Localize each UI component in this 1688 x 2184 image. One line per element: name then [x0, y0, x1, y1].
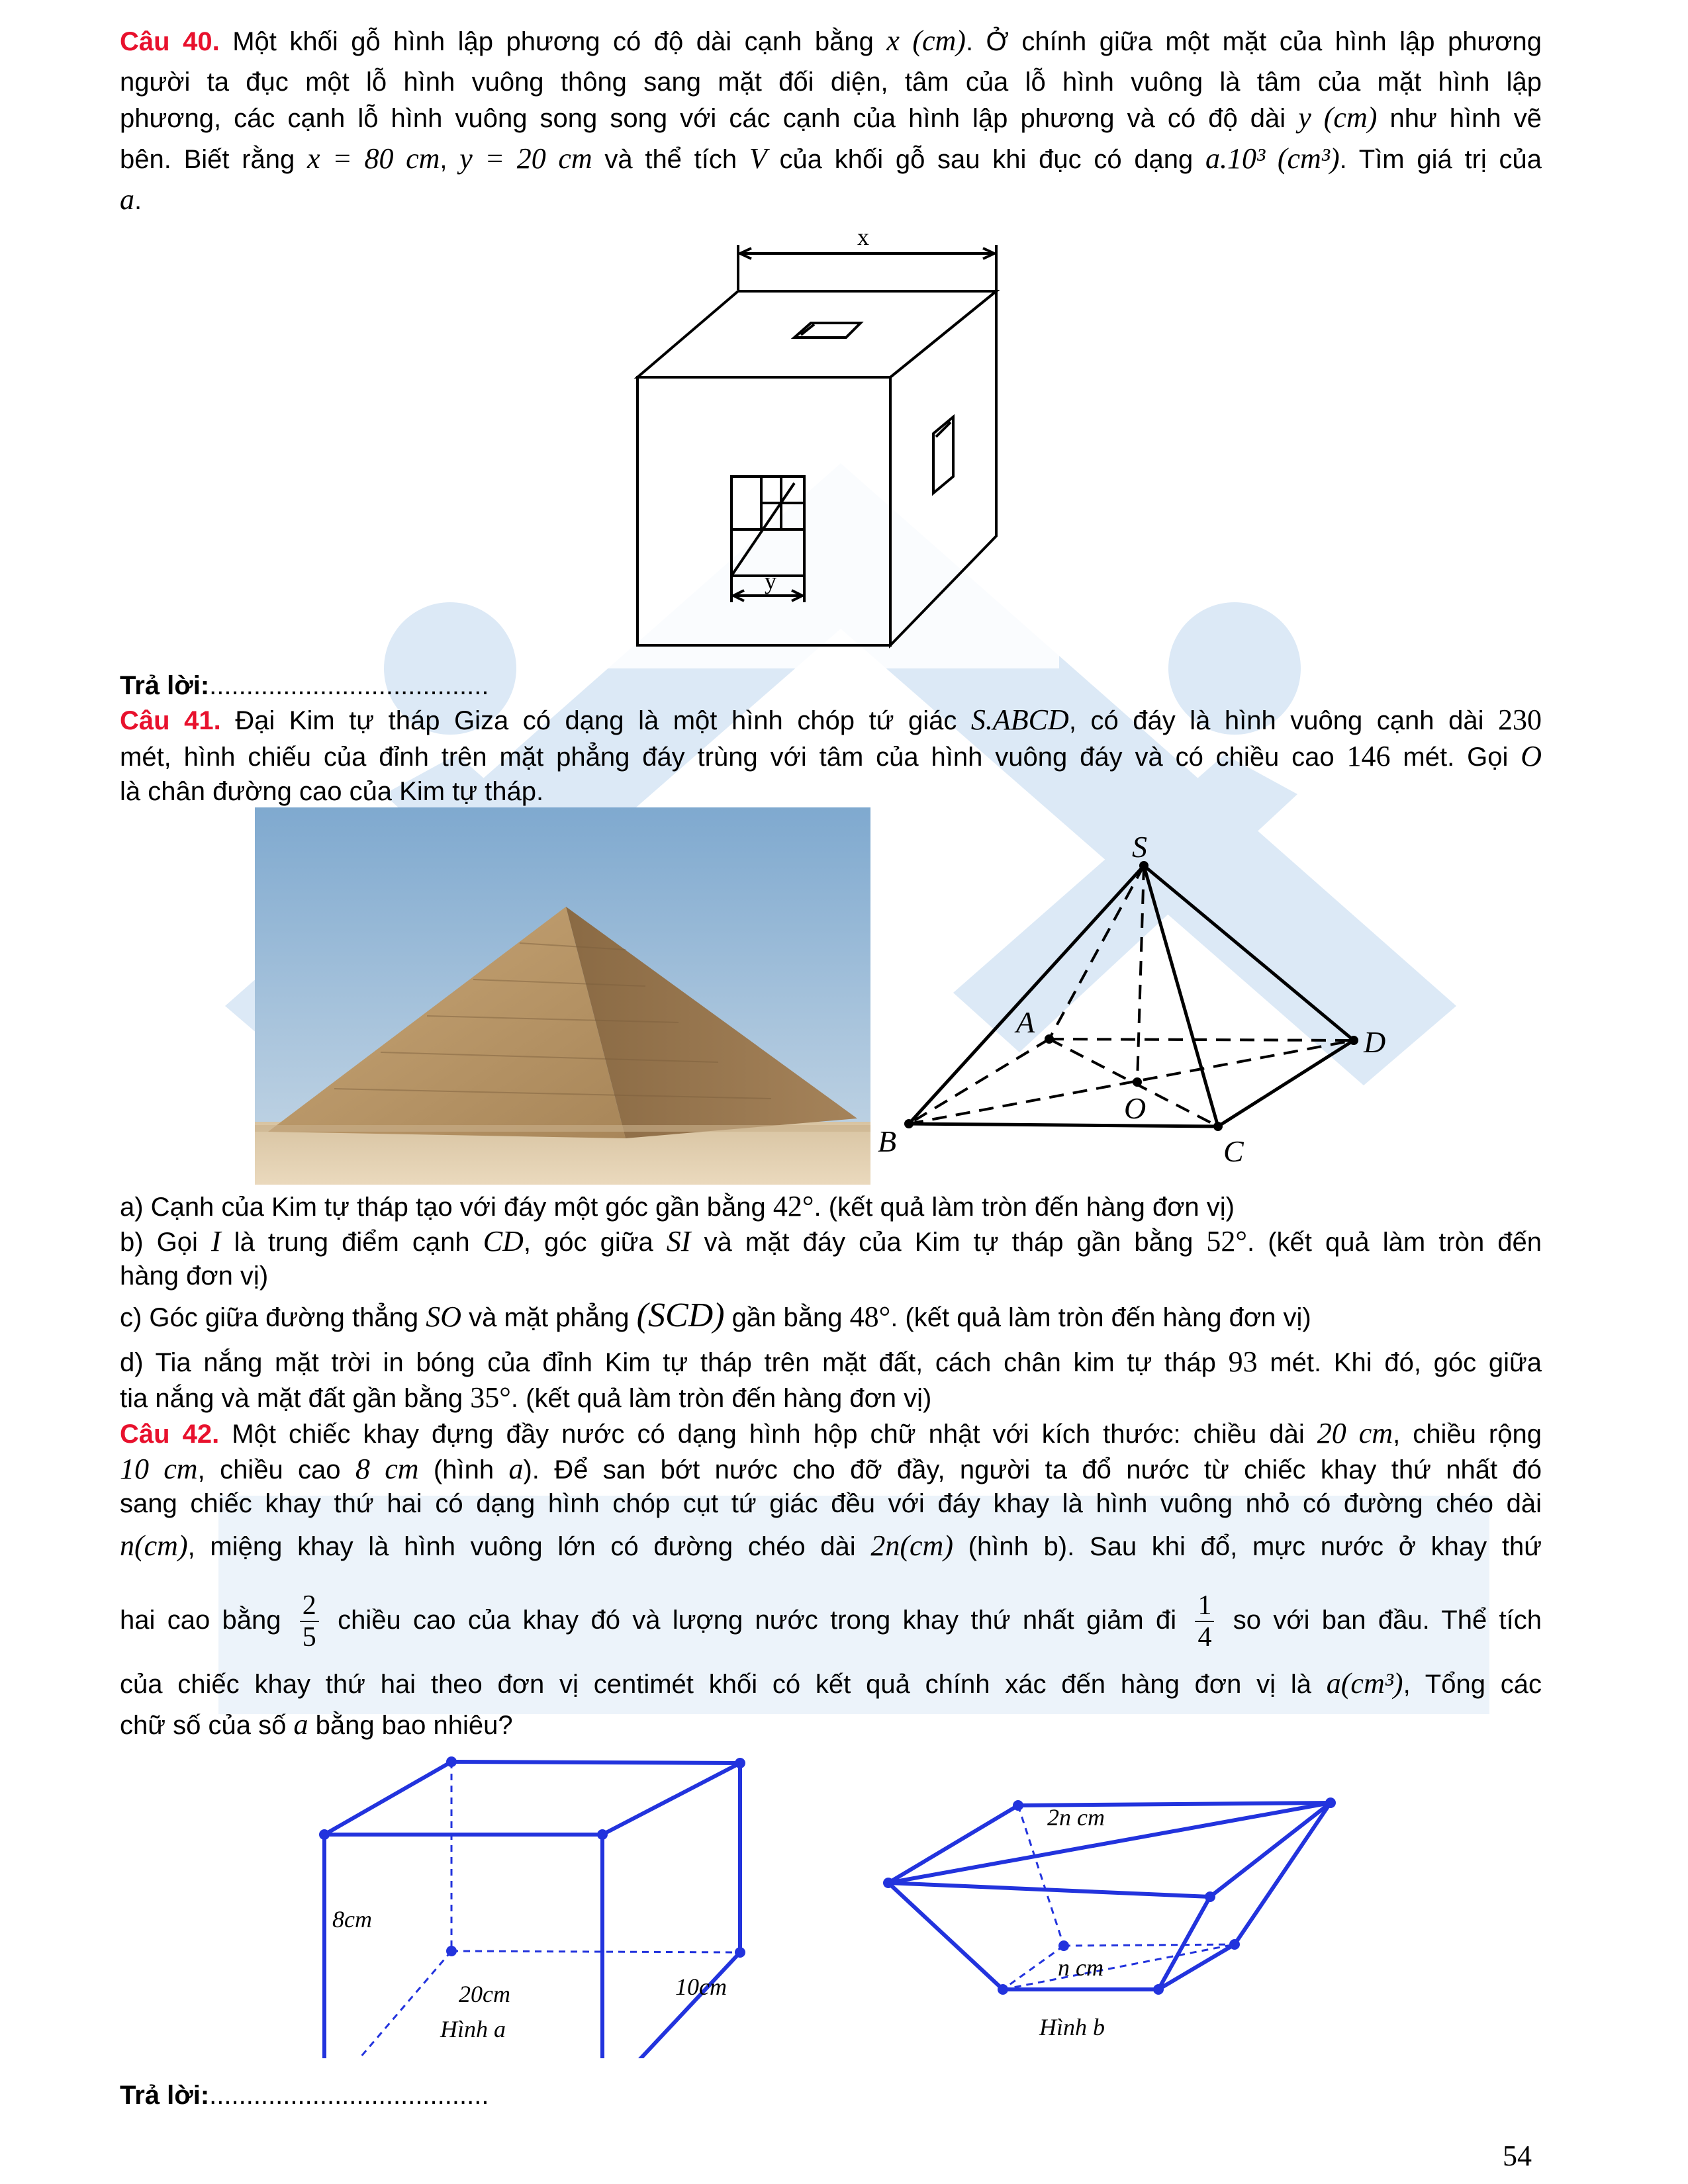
giza-pyramid-photo: [255, 807, 870, 1185]
fraction-two-fifths: $\frac{2}{5}$: [300, 1590, 319, 1653]
vertex-B-label: B: [878, 1124, 897, 1158]
q40-answer: Trả lời:......................................: [120, 671, 489, 700]
box-figure-a: [291, 1747, 781, 2058]
cube-with-hole-figure: [596, 218, 1059, 668]
q40-line5: a.: [120, 183, 142, 216]
cube-y-label: y: [765, 568, 776, 594]
q41-line2: mét, hình chiếu của đỉnh trên mặt phẳng đáy trùng với tâm của hình vuông đáy và có chiều cao 146 mét. Gọi O: [120, 740, 1542, 772]
box-length-label: 20cm: [459, 1981, 510, 2007]
vertex-C-label: C: [1223, 1134, 1244, 1168]
q42-line7: chữ số của số a bằng bao nhiêu?: [120, 1708, 513, 1741]
q40-line1: Câu 40. Một khối gỗ hình lập phương có độ dài cạnh bằng x (cm). Ở chính giữa một mặt của hình lập phương: [120, 24, 1542, 57]
frustum-bottom-label: n cm: [1058, 1954, 1103, 1981]
q42-line3: sang chiếc khay thứ hai có dạng hình chóp cụt tứ giác đều với đáy khay là hình vuông nhỏ có đường chéo dài: [120, 1489, 1542, 1518]
vertex-S-label: S: [1132, 830, 1147, 864]
fraction-one-quarter: $\frac{1}{4}$: [1195, 1590, 1214, 1653]
q42-answer: Trả lời:......................................: [120, 2081, 489, 2110]
q40-line4: bên. Biết rằng x = 80 cm, y = 20 cm và thể tích V của khối gỗ sau khi đục có dạng a.10³ (cm³). Tìm giá trị của: [120, 142, 1542, 175]
q40-line3: phương, các cạnh lỗ hình vuông song song với các cạnh của hình lập phương và có độ dài y (cm) như hình vẽ: [120, 101, 1542, 134]
q42-line4: n(cm), miệng khay là hình vuông lớn có đường chéo dài 2n(cm) (hình b). Sau khi đổ, mực nước ở khay thứ: [120, 1529, 1542, 1562]
box-height-label: 8cm: [332, 1906, 372, 1933]
box-width-label: 10cm: [675, 1974, 727, 2000]
vertex-D-label: D: [1364, 1025, 1386, 1059]
q41-line1: Câu 41. Đại Kim tự tháp Giza có dạng là một hình chóp tứ giác S.ABCD, có đáy là hình vuông cạnh dài 230: [120, 704, 1542, 736]
q42-line5: hai cao bằng $\frac{2}{5}$ chiều cao của khay đó và lượng nước trong khay thứ nhất giảm đi $\frac{1}{4}$ so với ban đầu. Thể tích: [120, 1590, 1542, 1653]
cube-x-label: x: [857, 224, 869, 250]
frustum-figure-b: [874, 1774, 1350, 2058]
q41-b: b) Gọi I là trung điểm cạnh CD, góc giữa SI và mặt đáy của Kim tự tháp gần bằng 52°. (kết quả làm tròn đến: [120, 1225, 1542, 1257]
vertex-A-label: A: [1016, 1005, 1035, 1039]
frustum-top-label: 2n cm: [1047, 1804, 1105, 1831]
q42-line1: Câu 42. Một chiếc khay đựng đầy nước có dạng hình hộp chữ nhật với kích thước: chiều dài 20 cm, chiều rộng: [120, 1417, 1542, 1449]
q41-c: c) Góc giữa đường thẳng SO và mặt phẳng (SCD) gần bằng 48°. (kết quả làm tròn đến hàng đơn vị): [120, 1297, 1311, 1334]
figure-b-caption: Hình b: [1039, 2014, 1105, 2040]
q41-line3: là chân đường cao của Kim tự tháp.: [120, 777, 544, 806]
q40-line2: người ta đục một lỗ hình vuông thông sang mặt đối diện, tâm của lỗ hình vuông là tâm của mặt hình lập: [120, 68, 1542, 97]
vertex-O-label: O: [1124, 1091, 1147, 1125]
figure-a-caption: Hình a: [440, 2016, 506, 2042]
q41-a: a) Cạnh của Kim tự tháp tạo với đáy một góc gần bằng 42°. (kết quả làm tròn đến hàng đơn vị): [120, 1190, 1235, 1222]
question-label: Câu 40.: [120, 27, 220, 56]
pyramid-diagram: [874, 821, 1443, 1171]
question-label: Câu 41.: [120, 706, 221, 735]
q42-line2: 10 cm, chiều cao 8 cm (hình a). Để san bớt nước cho đỡ đầy, người ta đổ nước từ chiếc khay thứ nhất đó: [120, 1453, 1542, 1485]
q41-d: d) Tia nắng mặt trời in bóng của đỉnh Kim tự tháp trên mặt đất, cách chân kim tự tháp 93 mét. Khi đó, góc giữa: [120, 1345, 1542, 1378]
question-label: Câu 42.: [120, 1420, 220, 1449]
q41-b-cont: hàng đơn vị): [120, 1261, 269, 1291]
q42-line6: của chiếc khay thứ hai theo đơn vị centimét khối có kết quả chính xác đến hàng đơn vị là a(cm³), Tổng các: [120, 1667, 1542, 1700]
page-number: 54: [1503, 2140, 1532, 2172]
q41-d-cont: tia nắng và mặt đất gần bằng 35°. (kết quả làm tròn đến hàng đơn vị): [120, 1381, 932, 1414]
